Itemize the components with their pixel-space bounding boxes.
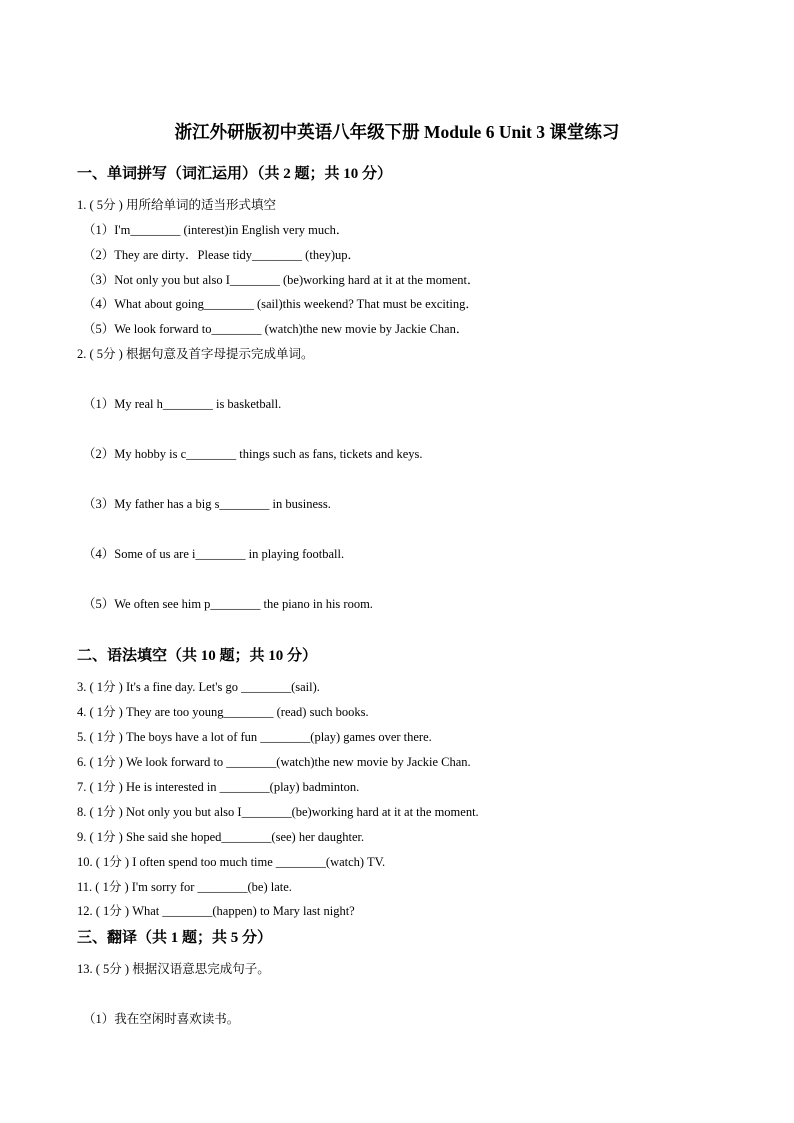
question-8: 8. ( 1分 ) Not only you but also I________(be)working hard at it at the moment. bbox=[77, 805, 479, 819]
question-12: 12. ( 1分 ) What ________(happen) to Mary last night? bbox=[77, 904, 355, 918]
question-2-prompt: 2. ( 5分 ) 根据句意及首字母提示完成单词。 bbox=[77, 347, 314, 361]
page-title: 浙江外研版初中英语八年级下册 Module 6 Unit 3 课堂练习 bbox=[174, 122, 620, 142]
question-4: 4. ( 1分 ) They are too young________ (read) such books. bbox=[77, 705, 369, 719]
section-heading-vocabulary: 一、单词拼写（词汇运用）（共 2 题；共 10 分） bbox=[77, 166, 393, 182]
question-1-item-1: （1）I'm________ (interest)in English very much． bbox=[83, 223, 349, 237]
question-13-prompt: 13. ( 5分 ) 根据汉语意思完成句子。 bbox=[77, 962, 270, 976]
question-11: 11. ( 1分 ) I'm sorry for ________(be) late. bbox=[77, 880, 292, 894]
question-1-item-4: （4）What about going________ (sail)this weekend? That must be exciting． bbox=[83, 297, 478, 311]
question-1-prompt: 1. ( 5分 ) 用所给单词的适当形式填空 bbox=[77, 198, 276, 212]
question-1-item-5: （5）We look forward to________ (watch)the new movie by Jackie Chan． bbox=[83, 322, 469, 336]
question-2-item-4: （4）Some of us are i________ in playing football. bbox=[83, 547, 345, 561]
question-1-item-2: （2）They are dirty．Please tidy________ (they)up． bbox=[83, 248, 361, 262]
section-heading-translation: 三、翻译（共 1 题；共 5 分） bbox=[77, 930, 273, 946]
question-3: 3. ( 1分 ) It's a fine day. Let's go ________(sail). bbox=[77, 680, 320, 694]
question-2-item-3: （3）My father has a big s________ in business. bbox=[83, 497, 331, 511]
question-9: 9. ( 1分 ) She said she hoped________(see) her daughter. bbox=[77, 830, 365, 844]
question-5: 5. ( 1分 ) The boys have a lot of fun ________(play) games over there. bbox=[77, 730, 432, 744]
question-10: 10. ( 1分 ) I often spend too much time ________(watch) TV. bbox=[77, 855, 386, 869]
question-2-item-1: （1）My real h________ is basketball. bbox=[83, 397, 282, 411]
section-heading-grammar: 二、语法填空（共 10 题；共 10 分） bbox=[77, 648, 318, 664]
question-7: 7. ( 1分 ) He is interested in ________(play) badminton. bbox=[77, 780, 360, 794]
question-1-item-3: （3）Not only you but also I________ (be)working hard at it at the moment． bbox=[83, 273, 480, 287]
question-6: 6. ( 1分 ) We look forward to ________(watch)the new movie by Jackie Chan. bbox=[77, 755, 471, 769]
question-2-item-2: （2）My hobby is c________ things such as fans, tickets and keys. bbox=[83, 447, 423, 461]
question-13-item-1: （1）我在空闲时喜欢读书。 bbox=[83, 1012, 240, 1026]
question-2-item-5: （5）We often see him p________ the piano in his room. bbox=[83, 597, 373, 611]
